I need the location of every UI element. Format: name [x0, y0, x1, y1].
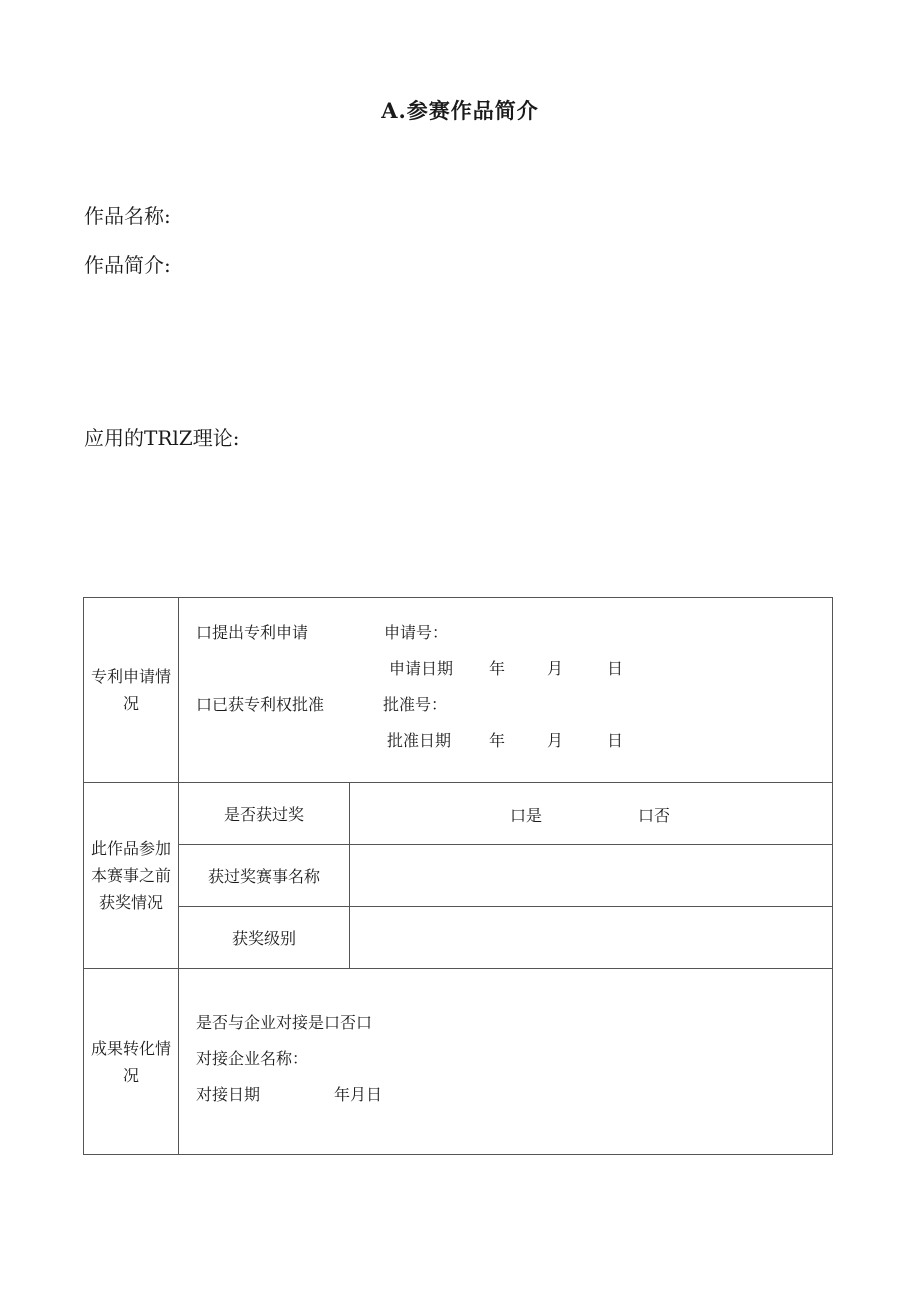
award-contest-value[interactable]	[350, 845, 833, 907]
work-name-label: 作品名称:	[84, 204, 171, 228]
award-won-options	[350, 783, 833, 845]
grant-number-label: 批准号：	[383, 695, 448, 714]
apply-number-label: 申请号：	[384, 623, 449, 642]
award-yes-option[interactable]: 口是	[510, 806, 543, 825]
award-level-value[interactable]	[350, 907, 833, 969]
apply-day-label: 日	[607, 659, 624, 678]
docking-question[interactable]: 是否与企业对接是口否口	[196, 1013, 373, 1032]
conversion-header	[84, 969, 179, 1155]
docking-date-label: 对接日期	[196, 1085, 261, 1104]
award-won-row	[84, 783, 833, 845]
patent-granted-option[interactable]: 口已获专利权批准	[196, 695, 325, 714]
patent-header-text: 专利申请情况	[90, 667, 171, 713]
docking-date-units: 年月日	[334, 1085, 383, 1104]
grant-date-label: 批准日期	[387, 731, 452, 750]
conversion-header-text: 成果转化情况	[90, 1038, 171, 1085]
info-table	[83, 597, 833, 1155]
apply-month-label: 月	[547, 659, 564, 678]
work-intro-label: 作品简介:	[84, 253, 171, 277]
award-won-label: 是否获过奖	[179, 783, 350, 845]
grant-day-label: 日	[607, 731, 624, 750]
award-contest-row	[84, 845, 833, 907]
patent-details	[179, 598, 833, 783]
patent-row	[84, 598, 833, 783]
docking-company-label: 对接企业名称：	[196, 1049, 309, 1068]
apply-year-label: 年	[489, 659, 506, 678]
triz-theory-label: 应用的TRlZ理论:	[84, 426, 240, 450]
grant-year-label: 年	[489, 731, 506, 750]
award-header-text: 此作品参加本赛事之前获奖情况	[90, 839, 171, 912]
patent-apply-option[interactable]: 口提出专利申请	[196, 623, 309, 642]
conversion-row	[84, 969, 833, 1155]
grant-month-label: 月	[547, 731, 564, 750]
page-title: A.参赛作品简介	[381, 98, 539, 123]
patent-header	[84, 598, 179, 783]
conversion-details	[179, 969, 833, 1155]
award-level-row	[84, 907, 833, 969]
apply-date-label: 申请日期	[389, 659, 454, 678]
award-no-option[interactable]: 口否	[638, 806, 671, 825]
award-level-label: 获奖级别	[179, 907, 350, 969]
award-header	[84, 783, 179, 969]
award-contest-label: 获过奖赛事名称	[179, 845, 350, 907]
